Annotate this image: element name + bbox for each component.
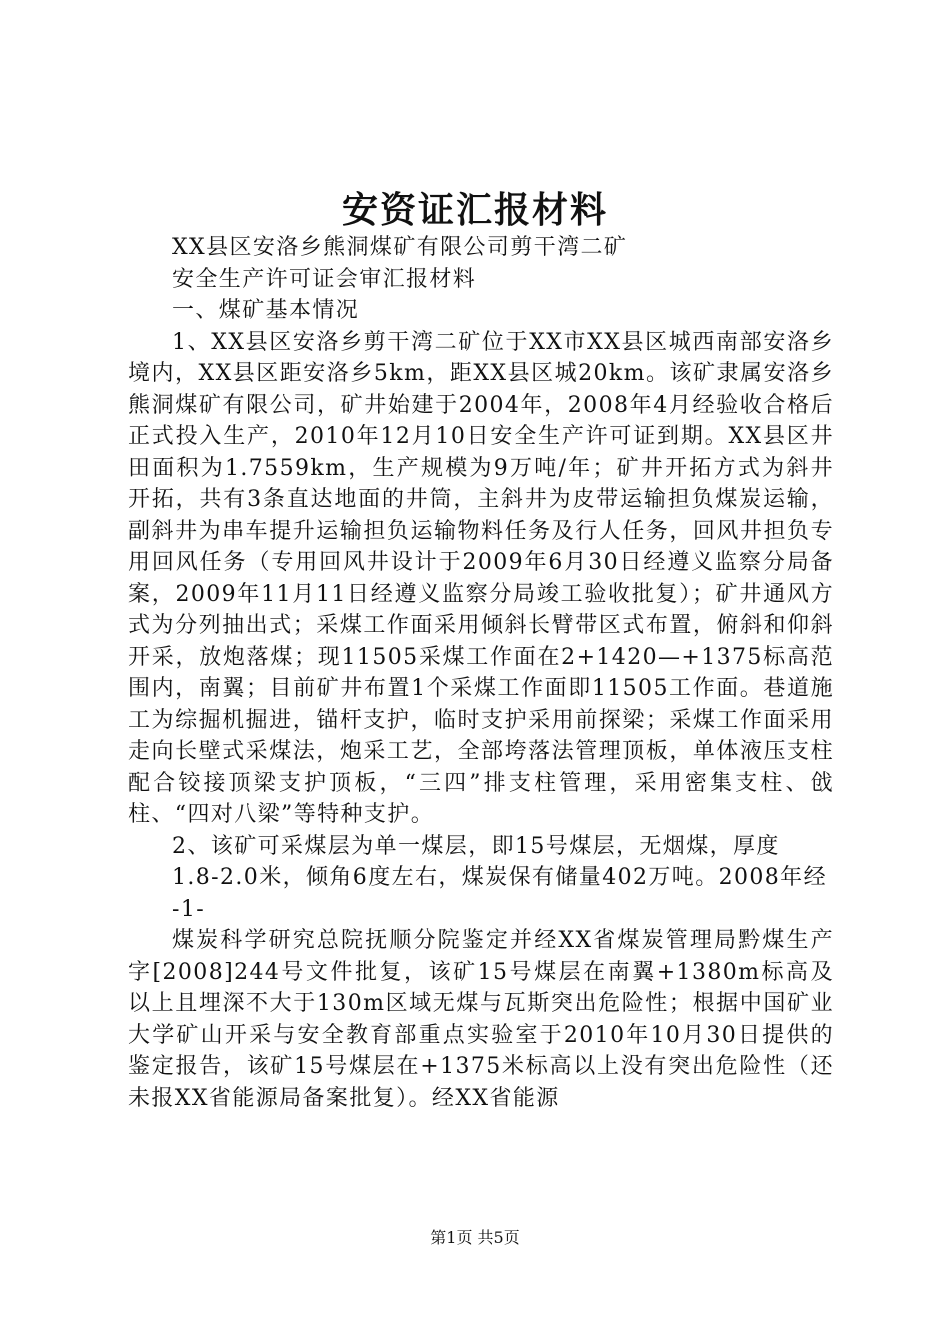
section-heading: 一、煤矿基本情况 [172, 298, 360, 323]
report-subtitle-line: 安全生产许可证会审汇报材料 [172, 266, 477, 292]
paragraph-coal-seam: 2、该矿可采煤层为单一煤层，即15号煤层，无烟煤，厚度 [172, 833, 780, 859]
document-title: 安资证汇报材料 [341, 189, 608, 231]
page-footer: 第1页 共5页 [430, 1228, 520, 1247]
document-body [128, 232, 834, 1114]
inline-page-mark: -1- [172, 896, 206, 922]
paragraph-gas-assessment: 煤炭科学研究总院抚顺分院鉴定并经XX省煤炭管理局黔煤生产字[2008]244号文件批复，该矿15号煤层在南翼+1380m标高及以上且埋深不大于130m区域无煤与瓦斯突出危险性；根据中国矿业大学矿山开采与安全教育部重点实验室于2010年10月30日提供的鉴定报告，该矿15号煤层在+1375米标高以上没有突出危险性（还未报XX省能源局备案批复）。经XX省能源 [128, 928, 834, 1111]
paragraph-mine-overview: 1、XX县区安洛乡剪干湾二矿位于XX市XX县区城西南部安洛乡境内，XX县区距安洛乡5km，距XX县区城20km。该矿隶属安洛乡熊洞煤矿有限公司，矿井始建于2004年，2008年4月经验收合格后正式投入生产，2010年12月10日安全生产许可证到期。XX县区井田面积为1.7559km，生产规模为9万吨/年；矿井开拓方式为斜井开拓，共有3条直达地面的井筒，主斜井为皮带运输担负煤炭运输，副斜井为串车提升运输担负运输物料任务及行人任务，回风井担负专用回风任务（专用回风井设计于2009年6月30日经遵义监察分局备案，2009年11月11日经遵义监察分局竣工验收批复）；矿井通风方式为分列抽出式；采煤工作面采用倾斜长臂带区式布置，俯斜和仰斜开采，放炮落煤；现11505采煤工作面在2+1420—+1375标高范围内，南翼；目前矿井布置1个采煤工作面即11505工作面。巷道施工为综掘机掘进，锚杆支护，临时支护采用前探梁；采煤工作面采用走向长壁式采煤法，炮采工艺，全部垮落法管理顶板，单体液压支柱配合铰接顶梁支护顶板，“三四”排支柱管理，采用密集支柱、戗柱、“四对八梁”等特种支护。 [128, 329, 834, 827]
paragraph-coal-seam-continued: 1.8-2.0米，倾角6度左右，煤炭保有储量402万吨。2008年经 [172, 865, 827, 890]
company-name-line: XX县区安洛乡熊洞煤矿有限公司剪干湾二矿 [172, 235, 628, 260]
